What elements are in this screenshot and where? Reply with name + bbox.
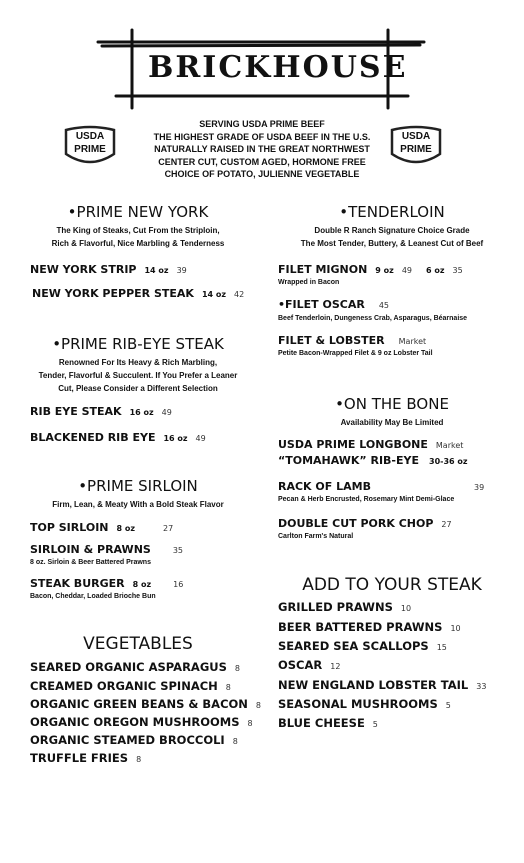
section-desc: Availability May Be Limited xyxy=(340,418,444,427)
item-price: 10 xyxy=(450,624,461,633)
item-price: 16 xyxy=(173,580,184,589)
item-name: OSCAR xyxy=(278,658,323,672)
section-title: •TENDERLOIN xyxy=(339,203,445,221)
item-name: SIRLOIN & PRAWNS xyxy=(30,543,151,556)
menu-item xyxy=(278,454,468,467)
item-price: 5 xyxy=(445,701,451,710)
intro-line: CHOICE OF POTATO, JULIENNE VEGETABLE xyxy=(164,169,360,179)
section-title: ADD TO YOUR STEAK xyxy=(302,575,482,595)
intro-line: THE HIGHEST GRADE OF USDA BEEF IN THE U.S. xyxy=(153,131,371,142)
item-name: RIB EYE STEAK xyxy=(30,405,122,418)
usda-prime-badge-icon xyxy=(62,124,118,168)
section-title: •PRIME NEW YORK xyxy=(67,203,209,221)
item-price xyxy=(474,480,484,493)
item-size: 16 oz xyxy=(163,434,188,443)
item-price: Market xyxy=(398,337,427,346)
item-price: 5 xyxy=(372,720,378,729)
menu-item xyxy=(30,263,187,276)
intro-text xyxy=(112,118,412,181)
item-sub: Pecan & Herb Encrusted, Rosemary Mint Demi-Glace xyxy=(278,496,455,503)
item-name: ORGANIC GREEN BEANS & BACON xyxy=(30,697,248,711)
badge-text: PRIME xyxy=(74,144,106,155)
item-price: 8 xyxy=(234,664,240,673)
item-name: FILET & LOBSTER xyxy=(278,334,385,347)
item-name: NEW YORK STRIP xyxy=(30,263,137,276)
item-size: 8 oz xyxy=(116,524,136,533)
badge-text: USDA xyxy=(401,131,431,142)
menu-item xyxy=(30,405,172,418)
badge-text: USDA xyxy=(75,131,105,142)
item-price: 45 xyxy=(378,301,390,310)
add-item xyxy=(278,620,461,634)
add-item xyxy=(278,639,447,653)
item-name: SEARED SEA SCALLOPS xyxy=(278,639,429,653)
item-name: RACK OF LAMB xyxy=(278,480,371,493)
item-price: 12 xyxy=(330,662,341,671)
item-price: 35 xyxy=(172,546,184,555)
item-name: BEER BATTERED PRAWNS xyxy=(278,620,443,634)
item-size: 30-36 oz xyxy=(429,457,468,466)
intro-line: NATURALLY RAISED IN THE GREAT NORTHWEST xyxy=(154,144,370,154)
section-desc: Renowned For Its Heavy & Rich Marbling, xyxy=(58,358,218,367)
item-name: •FILET OSCAR xyxy=(278,298,365,311)
menu-item xyxy=(32,287,244,300)
menu-item xyxy=(30,543,183,556)
veg-item xyxy=(30,751,141,765)
item-price: 49 xyxy=(161,408,172,417)
menu-item xyxy=(278,263,463,276)
veg-item xyxy=(30,660,240,674)
menu-item xyxy=(30,521,173,534)
section-title: •PRIME SIRLOIN xyxy=(78,477,198,495)
menu-item xyxy=(278,438,463,451)
veg-item xyxy=(30,715,253,729)
add-item xyxy=(278,600,411,614)
ribeye-section xyxy=(20,335,256,395)
item-price: 39 xyxy=(474,483,485,492)
item-name: NEW ENGLAND LOBSTER TAIL xyxy=(278,678,469,692)
item-size: 9 oz xyxy=(375,266,394,275)
item-sub: Bacon, Cheddar, Loaded Brioche Bun xyxy=(30,593,156,600)
item-price: 27 xyxy=(441,520,452,529)
section-desc: Firm, Lean, & Meaty With a Bold Steak Flavor xyxy=(52,500,224,509)
item-name: NEW YORK PEPPER STEAK xyxy=(32,287,194,300)
item-price: 8 xyxy=(136,755,142,764)
menu-item xyxy=(278,298,389,311)
item-size: 14 oz xyxy=(201,290,227,299)
new-york-section xyxy=(22,203,254,250)
item-name: CREAMED ORGANIC SPINACH xyxy=(30,679,218,693)
item-name: ORGANIC OREGON MUSHROOMS xyxy=(30,715,240,729)
item-price: 27 xyxy=(163,524,174,533)
item-name: USDA PRIME LONGBONE xyxy=(278,438,428,451)
item-name: TOP SIRLOIN xyxy=(30,521,109,534)
veg-item xyxy=(30,697,261,711)
section-desc: The Most Tender, Buttery, & Leanest Cut of Beef xyxy=(300,239,484,248)
item-size: 6 oz xyxy=(426,266,445,275)
item-price: 42 xyxy=(234,290,245,299)
item-sub: Wrapped in Bacon xyxy=(278,279,340,286)
item-name: TRUFFLE FRIES xyxy=(30,751,129,765)
add-item xyxy=(278,716,378,730)
item-price: 33 xyxy=(476,682,487,691)
item-name: “TOMAHAWK” RIB-EYE xyxy=(278,454,419,467)
logo xyxy=(96,28,426,110)
item-size: 8 oz xyxy=(132,580,152,589)
sirloin-section xyxy=(22,477,254,511)
menu-item xyxy=(30,577,183,590)
intro-line: CENTER CUT, CUSTOM AGED, HORMONE FREE xyxy=(158,156,366,167)
item-name: DOUBLE CUT PORK CHOP xyxy=(278,517,434,530)
veg-item xyxy=(30,679,231,693)
item-name: ORGANIC STEAMED BROCCOLI xyxy=(30,733,225,747)
section-desc: Tender, Flavorful & Succulent. If You Prefer a Leaner xyxy=(38,371,238,380)
add-item xyxy=(278,658,340,672)
item-price: 49 xyxy=(195,434,206,443)
item-name: GRILLED PRAWNS xyxy=(278,600,393,614)
item-name: SEARED ORGANIC ASPARAGUS xyxy=(30,660,227,674)
section-desc: Cut, Please Consider a Different Selection xyxy=(58,384,218,393)
logo-text: BRICKHOUSE xyxy=(148,50,408,85)
item-size: 16 oz xyxy=(129,408,154,417)
item-sub: Carlton Farm's Natural xyxy=(278,533,354,540)
section-desc: The King of Steaks, Cut From the Striploin, xyxy=(56,226,220,235)
on-the-bone-section xyxy=(276,395,508,429)
menu-item xyxy=(278,480,371,493)
item-price: 8 xyxy=(232,737,238,746)
item-name: BLUE CHEESE xyxy=(278,716,365,730)
item-price: 8 xyxy=(247,719,253,728)
menu-item xyxy=(30,431,206,444)
item-name: STEAK BURGER xyxy=(30,577,125,590)
section-desc: Rich & Flavorful, Nice Marbling & Tenderness xyxy=(51,239,225,248)
item-sub: Beef Tenderloin, Dungeness Crab, Asparagus, Béarnaise xyxy=(278,315,468,322)
item-price: 8 xyxy=(255,701,262,710)
add-item xyxy=(278,697,451,711)
item-price: 15 xyxy=(436,643,447,652)
item-price: 10 xyxy=(400,604,412,613)
veg-item xyxy=(30,733,238,747)
item-price: 35 xyxy=(452,266,463,275)
item-name: FILET MIGNON xyxy=(278,263,368,276)
item-price: 8 xyxy=(225,683,231,692)
intro-line: SERVING USDA PRIME BEEF xyxy=(199,119,325,129)
tenderloin-section xyxy=(276,203,508,250)
add-item xyxy=(278,678,486,692)
section-title: •ON THE BONE xyxy=(335,395,449,413)
menu-item xyxy=(278,517,452,530)
badge-text: PRIME xyxy=(400,144,432,155)
menu-item xyxy=(278,334,426,347)
item-price: 49 xyxy=(401,266,412,275)
item-price: 39 xyxy=(176,266,187,275)
section-desc: Double R Ranch Signature Choice Grade xyxy=(314,226,470,235)
item-sub: 8 oz. Sirloin & Beer Battered Prawns xyxy=(30,559,151,566)
item-sub: Petite Bacon-Wrapped Filet & 9 oz Lobster Tail xyxy=(278,350,433,357)
section-title: VEGETABLES xyxy=(83,634,193,654)
item-size: 14 oz xyxy=(144,266,169,275)
item-name: SEASONAL MUSHROOMS xyxy=(278,697,438,711)
item-name: BLACKENED RIB EYE xyxy=(30,431,156,444)
item-price: Market xyxy=(435,441,464,450)
section-title: •PRIME RIB-EYE STEAK xyxy=(52,335,224,353)
